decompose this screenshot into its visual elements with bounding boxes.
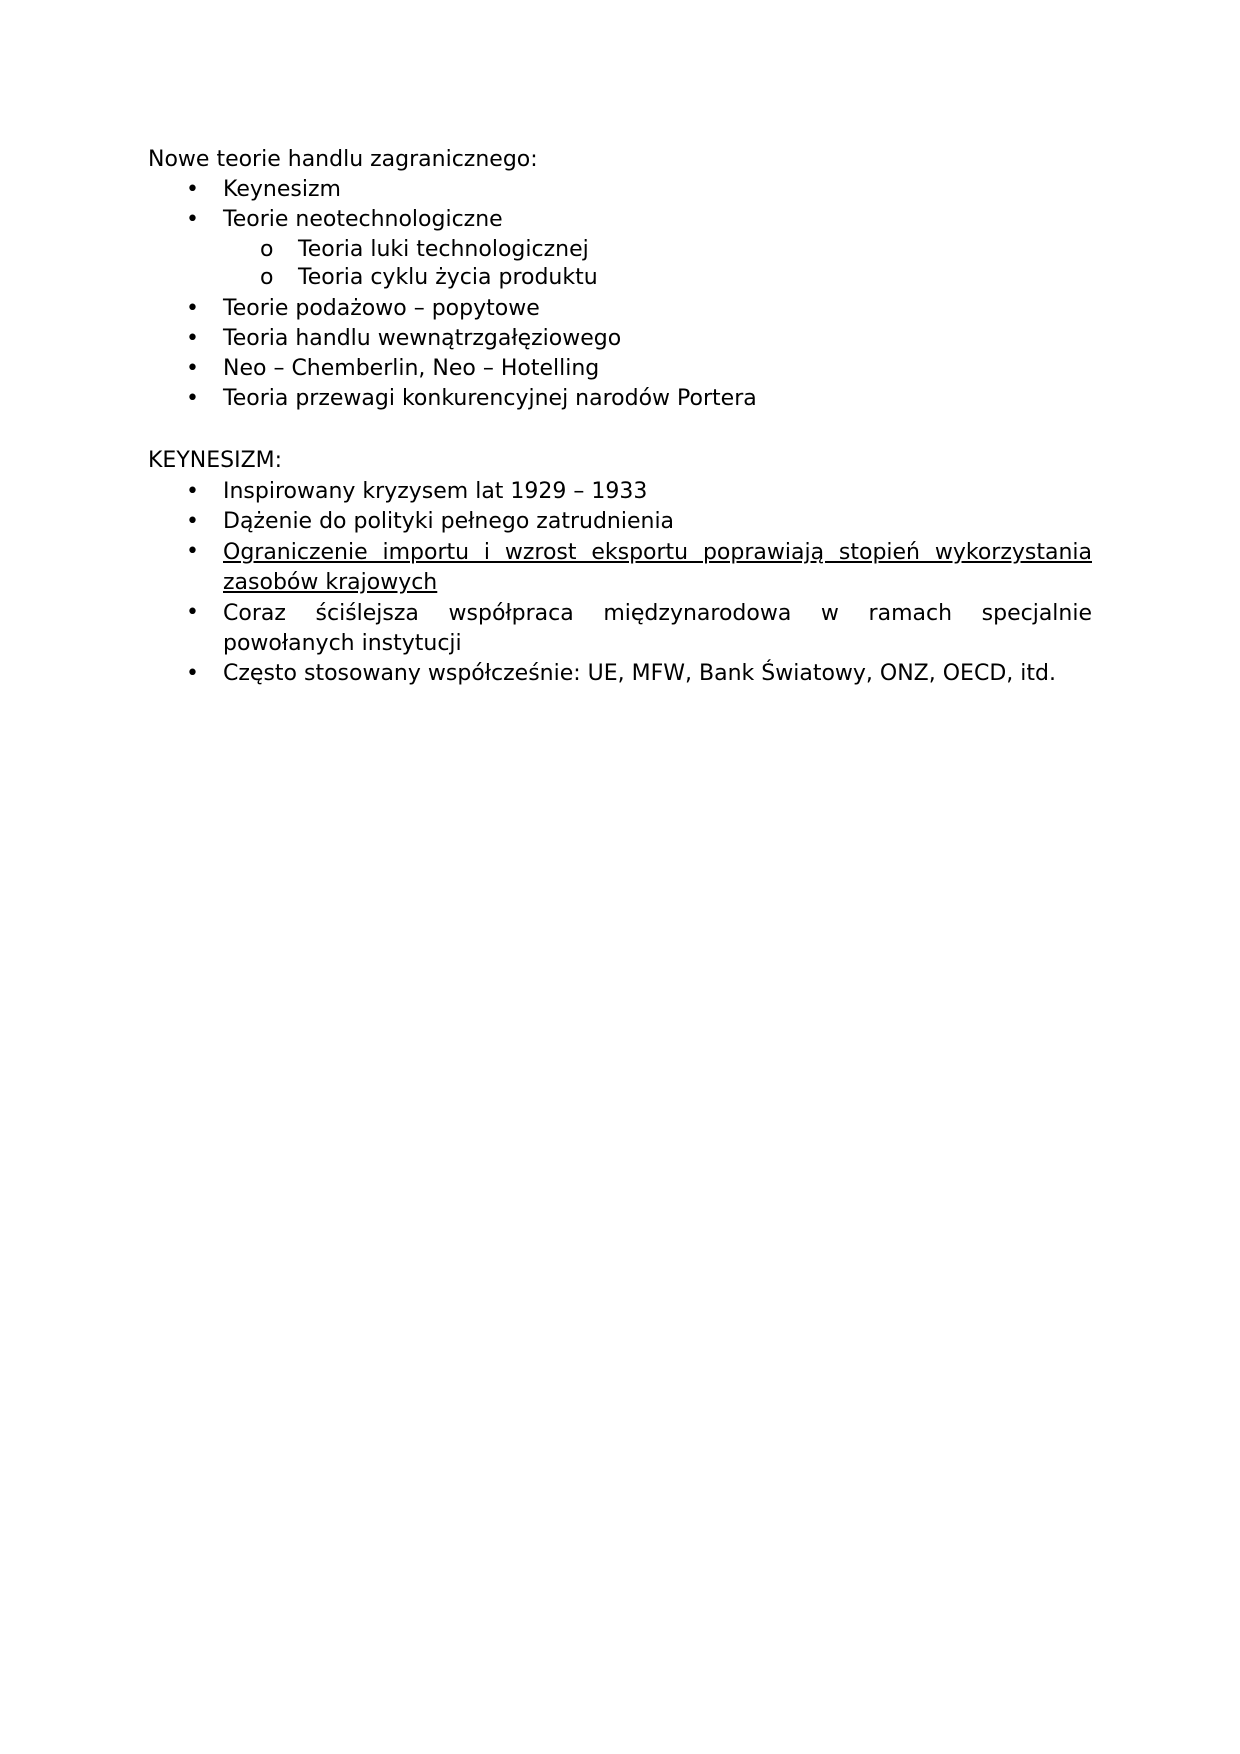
list-item-line1: Coraz ściślejsza współpraca międzynarodowa w ramach specjalnie — [223, 601, 1092, 626]
list-item: Neo – Chemberlin, Neo – Hotelling — [223, 356, 600, 381]
list-item: Teorie neotechnologiczne — [223, 207, 503, 232]
bullet-marker: • — [186, 509, 199, 534]
sub-bullet-marker: o — [260, 237, 274, 262]
list-item-line2: powołanych instytucji — [223, 631, 462, 656]
list-item: Teoria przewagi konkurencyjnej narodów Portera — [223, 386, 757, 411]
list-item: Teoria handlu wewnątrzgałęziowego — [223, 326, 622, 351]
section1-heading: Nowe teorie handlu zagranicznego: — [148, 147, 538, 172]
bullet-marker: • — [186, 296, 199, 321]
bullet-marker: • — [186, 326, 199, 351]
bullet-marker: • — [186, 600, 199, 625]
list-item: Inspirowany kryzysem lat 1929 – 1933 — [223, 479, 648, 504]
sub-list-item: Teoria cyklu życia produktu — [298, 265, 598, 290]
list-item: Często stosowany współcześnie: UE, MFW, Bank Światowy, ONZ, OECD, itd. — [223, 661, 1056, 686]
bullet-marker: • — [186, 177, 199, 202]
list-item: Teorie podażowo – popytowe — [223, 296, 540, 321]
bullet-marker: • — [186, 661, 199, 686]
bullet-marker: • — [186, 356, 199, 381]
bullet-marker: • — [186, 386, 199, 411]
list-item-underlined-line2: zasobów krajowych — [223, 570, 438, 595]
list-item-underlined-line1: Ograniczenie importu i wzrost eksportu poprawiają stopień wykorzystania — [223, 540, 1092, 565]
list-item: Keynesizm — [223, 177, 341, 202]
sub-bullet-marker: o — [260, 265, 274, 290]
bullet-marker: • — [186, 207, 199, 232]
bullet-marker: • — [186, 479, 199, 504]
bullet-marker: • — [186, 539, 199, 564]
list-item: Dążenie do polityki pełnego zatrudnienia — [223, 509, 675, 534]
section2-heading: KEYNESIZM: — [148, 448, 283, 473]
sub-list-item: Teoria luki technologicznej — [298, 237, 589, 262]
